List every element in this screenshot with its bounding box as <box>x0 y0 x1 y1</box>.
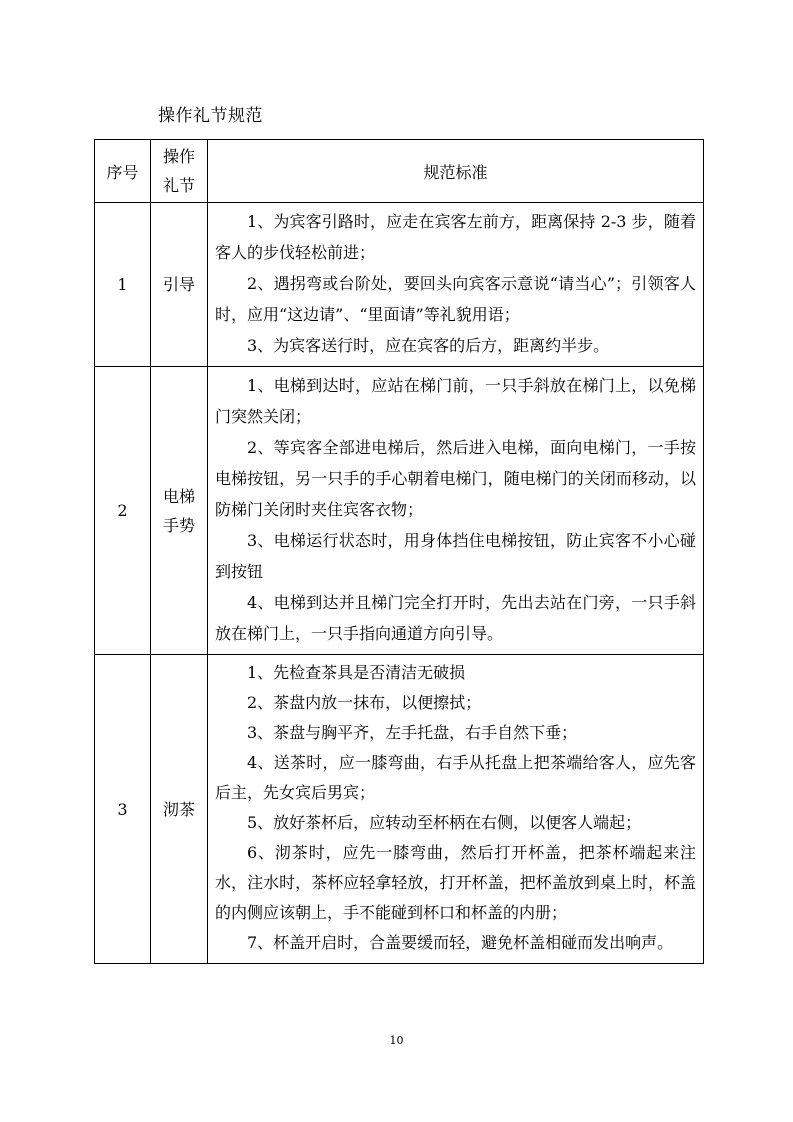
standard-item: 5、放好茶杯后，应转动至杯柄在右侧，以便客人端起； <box>247 813 642 832</box>
table-row <box>95 655 704 964</box>
standard-item: 3、茶盘与胸平齐，左手托盘，右手自然下垂； <box>247 723 578 742</box>
row-operation-line1: 引导 <box>162 275 195 294</box>
standard-item: 2、等宾客全部进电梯后，然后进入电梯，面向电梯门，一手按电梯按钮，另一只手的手心朝着电梯门，随电梯门的关闭而移动，以防梯门关闭时夹住宾客衣物； <box>215 438 696 519</box>
row-operation-line1: 沏茶 <box>162 799 195 819</box>
header-standard-label: 规范标准 <box>423 162 488 182</box>
row-number: 3 <box>95 655 151 964</box>
row-operation <box>151 655 208 964</box>
standard-item: 4、电梯到达并且梯门完全打开时，先出去站在门旁，一只手斜放在梯门上，一只手指向通道方向引导。 <box>215 593 696 643</box>
standard-item: 2、遇拐弯或台阶处，要回头向宾客示意说“请当心”；引领客人时，应用“这边请”、“里面请”等礼貌用语； <box>215 274 696 324</box>
header-number <box>95 140 151 203</box>
row-standards <box>208 203 704 367</box>
table-row <box>95 367 704 655</box>
header-number-label: 序号 <box>106 162 139 182</box>
header-operation-line2: 礼节 <box>162 176 195 195</box>
etiquette-table <box>94 139 704 964</box>
standard-item: 7、杯盖开启时，合盖要缓而轻，避免杯盖相碰而发出响声。 <box>247 933 674 952</box>
standard-item: 3、为宾客送行时，应在宾客的后方，距离约半步。 <box>247 336 610 355</box>
standard-item: 1、为宾客引路时，应走在宾客左前方，距离保持 2-3 步，随着客人的步伐轻松前进； <box>215 212 696 262</box>
row-standards <box>208 367 704 655</box>
row-operation <box>151 203 208 367</box>
standard-item: 4、送茶时，应一膝弯曲，右手从托盘上把茶端给客人，应先客后主，先女宾后男宾； <box>215 753 696 802</box>
header-standard <box>208 140 704 203</box>
row-number: 2 <box>95 367 151 655</box>
row-operation-line2: 手势 <box>162 515 195 535</box>
page-number: 10 <box>389 1034 404 1047</box>
standard-item: 1、先检查茶具是否清洁无破损 <box>247 663 466 682</box>
row-standards <box>208 655 704 964</box>
row-operation <box>151 367 208 655</box>
table-row <box>95 203 704 367</box>
standard-item: 1、电梯到达时，应站在梯门前，一只手斜放在梯门上，以免梯门突然关闭； <box>215 376 696 426</box>
standard-item: 3、电梯运行状态时，用身体挡住电梯按钮，防止宾客不小心碰到按钮 <box>215 531 696 581</box>
row-number: 1 <box>95 203 151 367</box>
standard-item: 2、茶盘内放一抹布，以便擦拭； <box>247 693 482 712</box>
header-operation-line1: 操作 <box>162 147 195 166</box>
row-operation-line1: 电梯 <box>162 486 195 506</box>
table-header-row <box>95 140 704 203</box>
standard-item: 6、沏茶时，应先一膝弯曲，然后打开杯盖，把茶杯端起来注水，注水时，茶杯应轻拿轻放，打开杯盖，把杯盖放到桌上时，杯盖的内侧应该朝上，手不能碰到杯口和杯盖的内册； <box>215 843 696 922</box>
header-operation <box>151 140 208 203</box>
page-title: 操作礼节规范 <box>158 106 263 126</box>
